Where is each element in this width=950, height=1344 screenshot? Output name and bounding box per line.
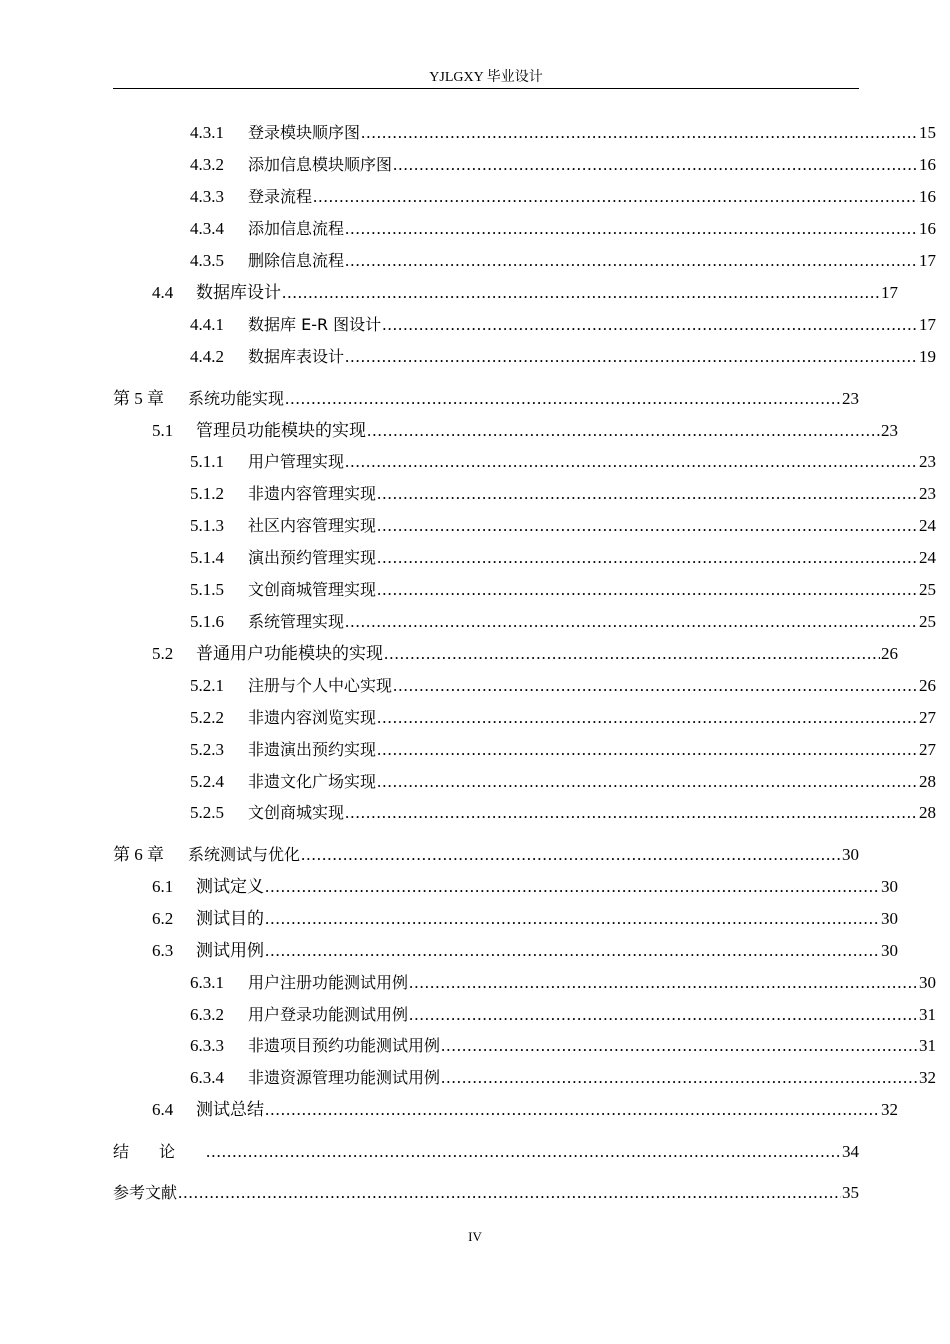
toc-leader-dots <box>345 449 918 475</box>
toc-leader-dots <box>282 280 880 306</box>
toc-entry-number: 4.3.1 <box>190 123 224 142</box>
toc-leader-dots <box>367 418 880 444</box>
toc-entry-page: 23 <box>919 452 936 471</box>
toc-entry-title: 添加信息模块顺序图 <box>248 155 393 174</box>
toc-entry[interactable] <box>113 769 936 795</box>
toc-entry[interactable] <box>113 449 936 475</box>
toc-leader-dots <box>265 874 880 900</box>
toc-leader-dots <box>265 1097 880 1123</box>
toc-leader-dots <box>265 906 880 932</box>
toc-entry-number: 6.2 <box>152 909 174 928</box>
toc-entry[interactable] <box>113 481 936 507</box>
toc-entry-number: 6.3.4 <box>190 1068 224 1087</box>
toc-entry-title: 参考文献 <box>113 1183 178 1202</box>
toc-entry-page: 17 <box>881 283 898 302</box>
toc-leader-dots <box>178 1180 841 1206</box>
toc-entry-page: 30 <box>881 909 898 928</box>
toc-leader-dots <box>377 513 918 539</box>
toc-entry-title: 非遗演出预约实现 <box>248 740 377 759</box>
toc-entry[interactable] <box>113 737 936 763</box>
toc-entry-number: 4.4.2 <box>190 347 224 366</box>
toc-entry[interactable] <box>113 1002 936 1028</box>
toc-entry-title: 普通用户功能模块的实现 <box>196 644 383 663</box>
toc-entry[interactable] <box>113 1097 898 1123</box>
toc-leader-dots <box>382 312 918 338</box>
toc-entry[interactable] <box>113 312 936 338</box>
toc-entry-page: 32 <box>881 1100 898 1119</box>
toc-entry-page: 26 <box>919 676 936 695</box>
toc-entry-number: 6.1 <box>152 877 174 896</box>
toc-entry-page: 24 <box>919 548 936 567</box>
toc-leader-dots <box>345 248 918 274</box>
toc-entry-title: 管理员功能模块的实现 <box>196 421 366 440</box>
toc-entry-page: 31 <box>919 1005 936 1024</box>
toc-entry-title: 数据库设计 <box>196 283 281 302</box>
toc-entry-number: 6.4 <box>152 1100 174 1119</box>
toc-leader-dots <box>206 1139 841 1165</box>
toc-entry-page: 16 <box>919 219 936 238</box>
toc-entry-number: 4.3.5 <box>190 251 224 270</box>
toc-entry-page: 34 <box>842 1142 859 1161</box>
toc-entry-page: 19 <box>919 347 936 366</box>
toc-entry-title: 社区内容管理实现 <box>248 516 377 535</box>
toc-entry-page: 16 <box>919 155 936 174</box>
toc-entry-number: 6.3.1 <box>190 973 224 992</box>
toc-leader-dots <box>409 1002 918 1028</box>
toc-leader-dots <box>393 673 918 699</box>
toc-entry-title: 演出预约管理实现 <box>248 548 377 567</box>
toc-leader-dots <box>409 970 918 996</box>
toc-leader-dots <box>345 216 918 242</box>
toc-entry-title: 测试目的 <box>196 909 264 928</box>
toc-leader-dots <box>377 577 918 603</box>
toc-entry[interactable] <box>113 248 936 274</box>
toc-entry-number: 第 5 章 <box>113 389 164 408</box>
toc-leader-dots <box>441 1033 918 1059</box>
toc-entry[interactable] <box>113 874 898 900</box>
toc-entry-page: 28 <box>919 803 936 822</box>
toc-entry-page: 27 <box>919 708 936 727</box>
toc-entry-number: 4.4.1 <box>190 315 224 334</box>
toc-entry-title: 用户登录功能测试用例 <box>248 1005 409 1024</box>
toc-entry-page: 25 <box>919 580 936 599</box>
toc-entry-number: 4.3.2 <box>190 155 224 174</box>
toc-entry-title: 登录模块顺序图 <box>248 123 361 142</box>
toc-entry[interactable] <box>113 418 898 444</box>
toc-entry-page: 25 <box>919 612 936 631</box>
toc-entry-page: 17 <box>919 315 936 334</box>
toc-leader-dots <box>393 152 918 178</box>
toc-entry-title: 文创商城管理实现 <box>248 580 377 599</box>
toc-leader-dots <box>377 769 918 795</box>
toc-entry[interactable] <box>113 1033 936 1059</box>
toc-entry-title: 非遗资源管理功能测试用例 <box>248 1068 441 1087</box>
toc-entry-page: 27 <box>919 740 936 759</box>
toc-entry-page: 17 <box>919 251 936 270</box>
toc-entry[interactable] <box>113 800 936 826</box>
toc-leader-dots <box>377 545 918 571</box>
toc-entry-page: 32 <box>919 1068 936 1087</box>
header-rule <box>113 88 859 89</box>
toc-leader-dots <box>345 344 918 370</box>
toc-entry-page: 16 <box>919 187 936 206</box>
toc-entry[interactable] <box>113 970 936 996</box>
toc-entry-title: 系统功能实现 <box>188 389 285 408</box>
toc-entry-number: 第 6 章 <box>113 845 164 864</box>
toc-entry-number: 5.2.5 <box>190 803 224 822</box>
toc-entry-number: 5.1.4 <box>190 548 224 567</box>
toc-entry[interactable] <box>113 577 936 603</box>
toc-entry-number: 5.1.2 <box>190 484 224 503</box>
toc-leader-dots <box>377 481 918 507</box>
toc-entry-number: 6.3 <box>152 941 174 960</box>
toc-entry-number: 5.1.5 <box>190 580 224 599</box>
toc-entry[interactable] <box>113 1065 936 1091</box>
toc-entry-title: 非遗内容浏览实现 <box>248 708 377 727</box>
toc-leader-dots <box>384 641 880 667</box>
toc-entry-page: 30 <box>842 845 859 864</box>
toc-entry-number: 5.1 <box>152 421 174 440</box>
toc-entry-title: 测试总结 <box>196 1100 264 1119</box>
toc-entry-title: 非遗项目预约功能测试用例 <box>248 1036 441 1055</box>
toc-entry[interactable] <box>113 344 936 370</box>
toc-entry-number: 4.3.4 <box>190 219 224 238</box>
toc-entry[interactable] <box>113 673 936 699</box>
toc-entry[interactable] <box>113 184 936 210</box>
toc-entry-number: 4.4 <box>152 283 174 302</box>
toc-entry[interactable] <box>113 120 936 146</box>
toc-entry-page: 15 <box>919 123 936 142</box>
toc-entry-title: 登录流程 <box>248 187 313 206</box>
toc-entry[interactable] <box>113 216 936 242</box>
toc-entry-title: 注册与个人中心实现 <box>248 676 393 695</box>
toc-leader-dots <box>313 184 918 210</box>
toc-entry[interactable] <box>113 705 936 731</box>
toc-entry-page: 30 <box>919 973 936 992</box>
toc-entry[interactable] <box>113 842 859 868</box>
toc-entry[interactable] <box>113 609 936 635</box>
toc-entry-page: 30 <box>881 877 898 896</box>
toc-leader-dots <box>377 705 918 731</box>
toc-entry-title: 用户注册功能测试用例 <box>248 973 409 992</box>
toc-entry-title: 文创商城实现 <box>248 803 345 822</box>
toc-leader-dots <box>441 1065 918 1091</box>
toc-entry-number: 5.2.4 <box>190 772 224 791</box>
toc-entry-number: 5.2 <box>152 644 174 663</box>
toc-entry-page: 31 <box>919 1036 936 1055</box>
toc-leader-dots <box>345 609 918 635</box>
toc-entry-title: 系统测试与优化 <box>188 845 301 864</box>
toc-entry-title: 测试用例 <box>196 941 264 960</box>
toc-entry-number: 6.3.2 <box>190 1005 224 1024</box>
toc-entry-number: 5.1.6 <box>190 612 224 631</box>
toc-entry-title: 添加信息流程 <box>248 219 345 238</box>
toc-entry-page: 26 <box>881 644 898 663</box>
page-header: YJLGXY 毕业设计 <box>429 70 543 85</box>
toc-entry-page: 28 <box>919 772 936 791</box>
toc-entry-title: 测试定义 <box>196 877 264 896</box>
page-number: IV <box>468 1229 482 1244</box>
toc-entry-title: 非遗文化广场实现 <box>248 772 377 791</box>
toc-entry-page: 23 <box>881 421 898 440</box>
toc-entry[interactable] <box>113 938 898 964</box>
toc-entry[interactable] <box>113 1139 859 1165</box>
toc-entry-page: 24 <box>919 516 936 535</box>
toc-leader-dots <box>285 386 841 412</box>
toc-entry-title: 数据库 E-R 图设计 <box>248 315 382 334</box>
toc-leader-dots <box>345 800 918 826</box>
toc-entry-title: 删除信息流程 <box>248 251 345 270</box>
toc-leader-dots <box>377 737 918 763</box>
toc-entry-number: 5.2.3 <box>190 740 224 759</box>
toc-entry-number: 5.2.2 <box>190 708 224 727</box>
toc-entry-number: 6.3.3 <box>190 1036 224 1055</box>
toc-entry-title: 系统管理实现 <box>248 612 345 631</box>
toc-entry[interactable] <box>113 386 859 412</box>
toc-leader-dots <box>265 938 880 964</box>
toc-entry[interactable] <box>113 280 898 306</box>
toc-leader-dots <box>301 842 841 868</box>
toc-entry[interactable] <box>113 1180 859 1206</box>
toc-entry-number: 5.1.1 <box>190 452 224 471</box>
toc-entry-page: 23 <box>842 389 859 408</box>
toc-entry-number: 5.1.3 <box>190 516 224 535</box>
toc-entry-page: 23 <box>919 484 936 503</box>
toc-entry[interactable] <box>113 152 936 178</box>
toc-entry-title: 用户管理实现 <box>248 452 345 471</box>
toc-entry-number: 4.3.3 <box>190 187 224 206</box>
toc-entry-page: 30 <box>881 941 898 960</box>
toc-entry[interactable] <box>113 513 936 539</box>
toc-entry[interactable] <box>113 641 898 667</box>
toc-entry-page: 35 <box>842 1183 859 1202</box>
toc-entry-title: 结论 <box>113 1142 206 1161</box>
toc-entry[interactable] <box>113 545 936 571</box>
toc-entry[interactable] <box>113 906 898 932</box>
toc-entry-title: 非遗内容管理实现 <box>248 484 377 503</box>
toc-entry-title: 数据库表设计 <box>248 347 345 366</box>
toc-leader-dots <box>361 120 918 146</box>
toc-entry-number: 5.2.1 <box>190 676 224 695</box>
